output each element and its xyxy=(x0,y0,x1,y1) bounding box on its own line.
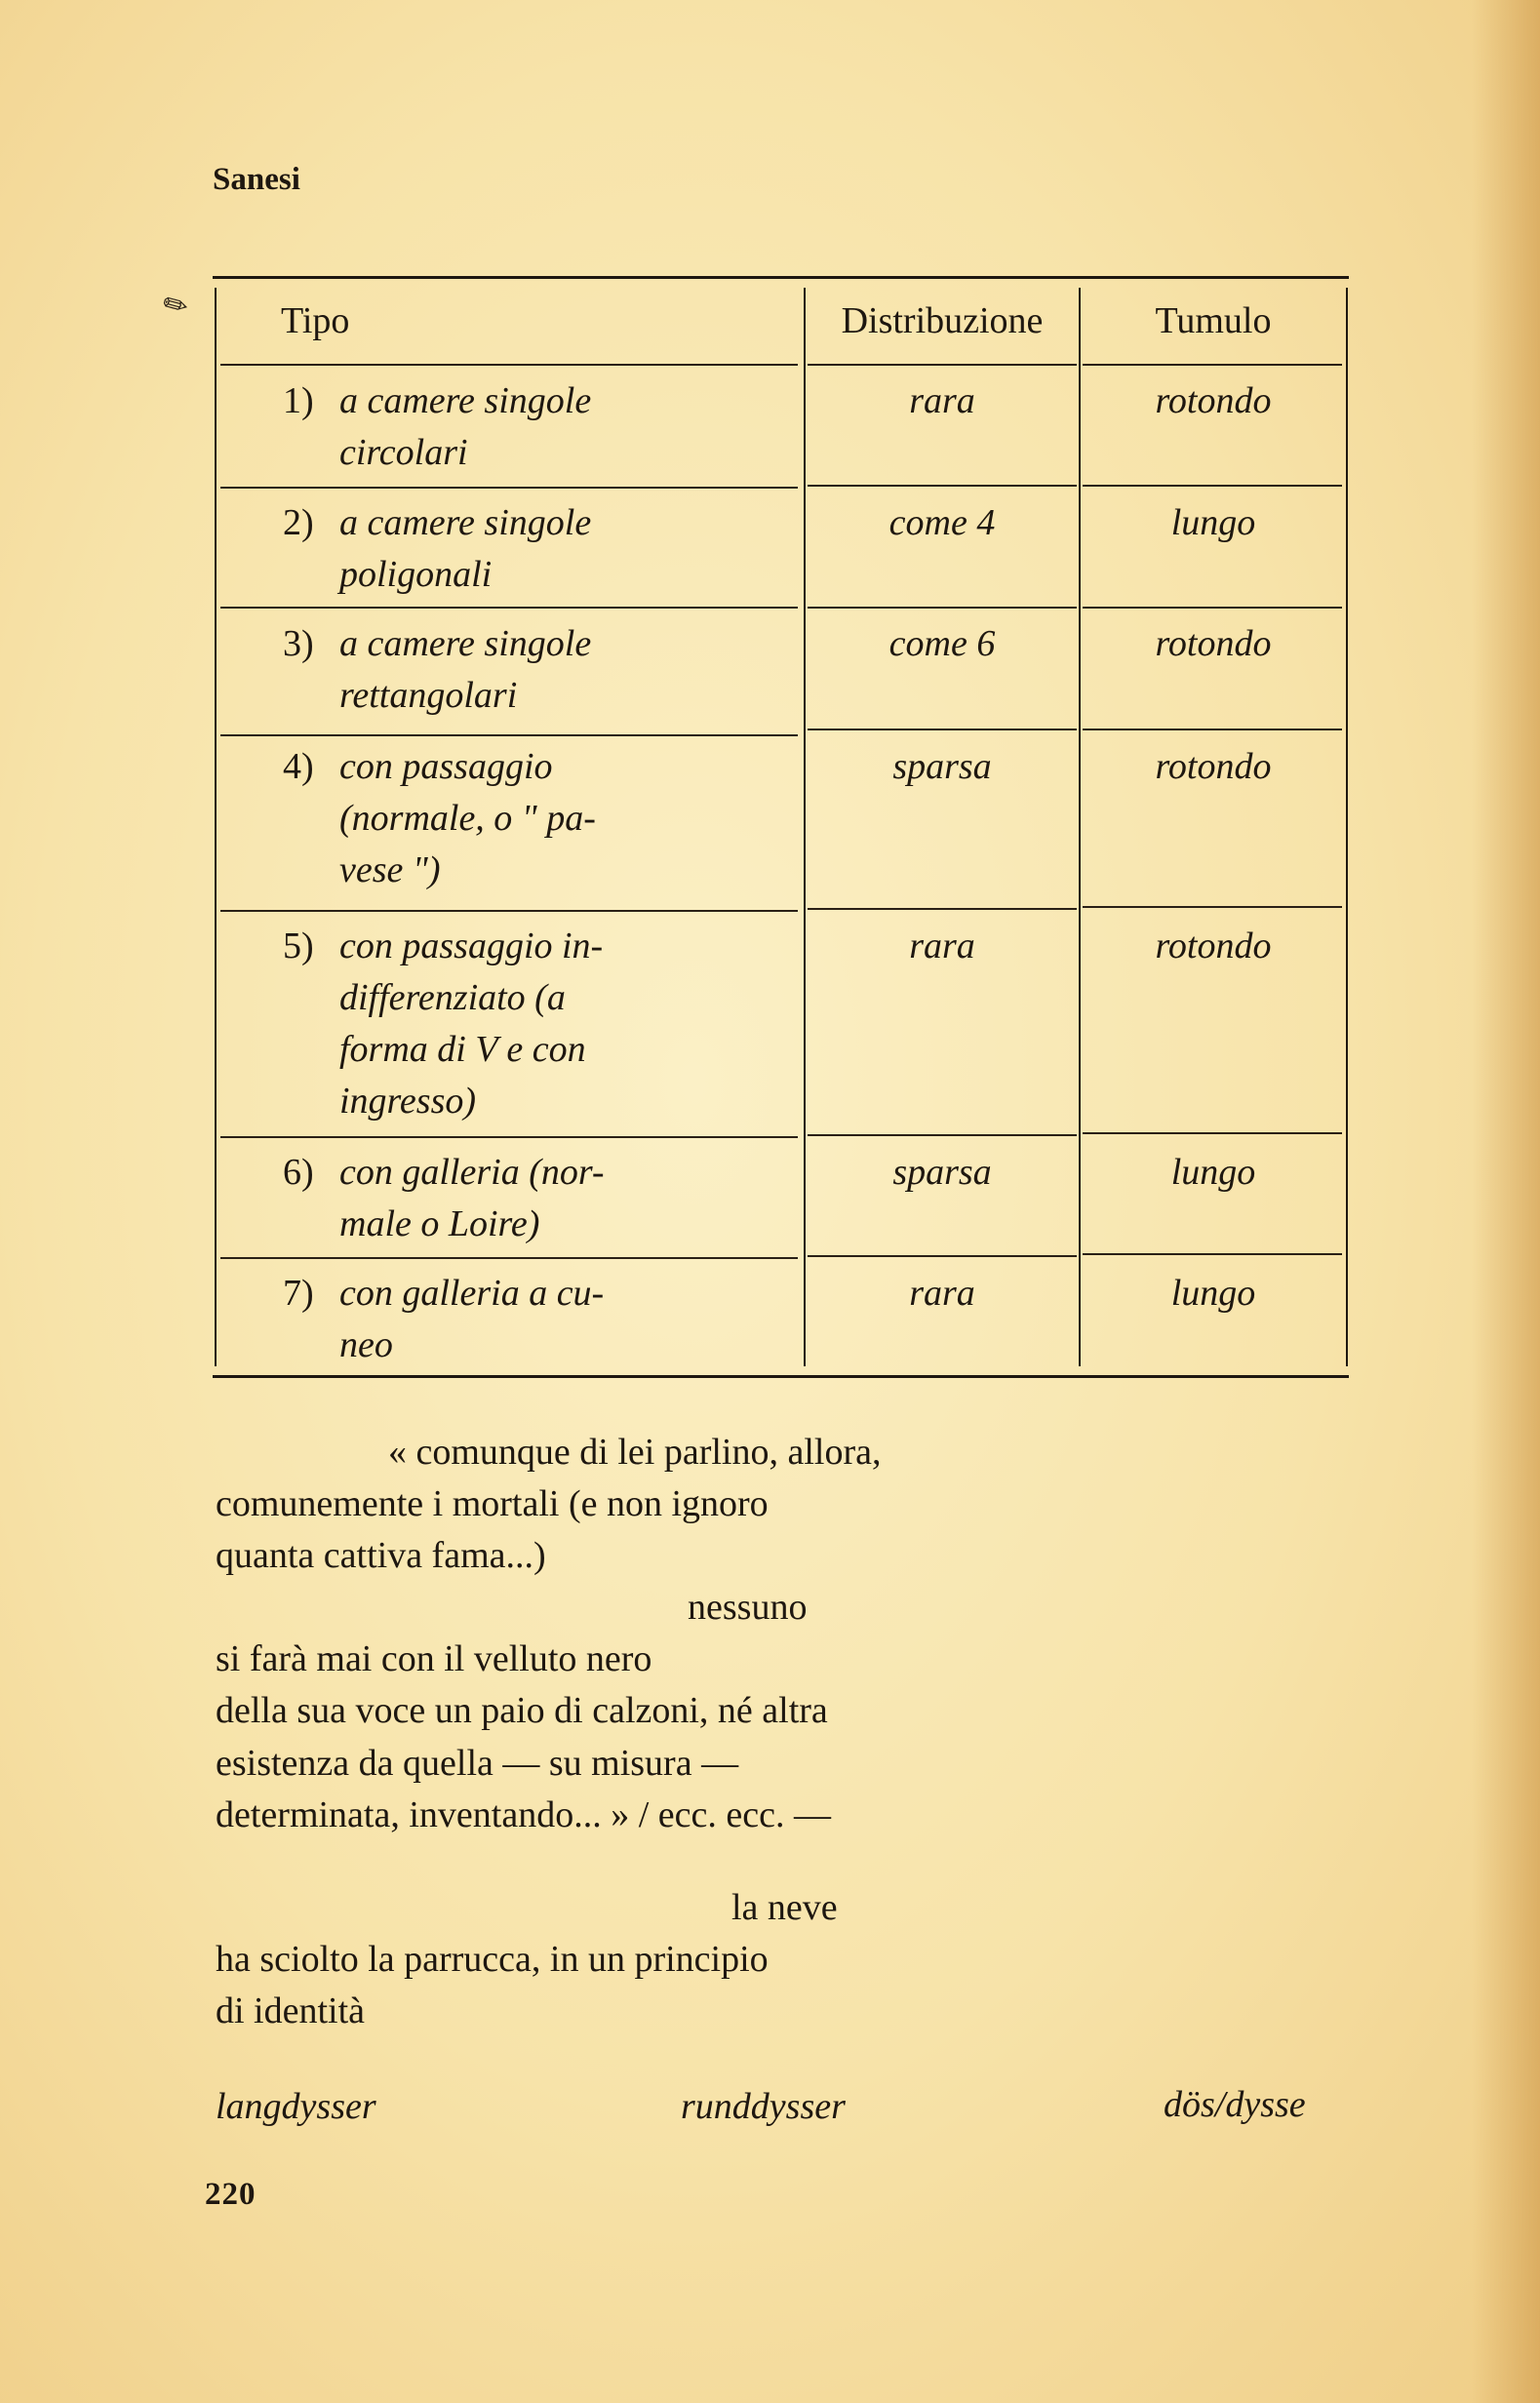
row-separator xyxy=(220,1257,798,1259)
row-separator xyxy=(1083,1253,1342,1255)
tipo-line: forma di V e con xyxy=(339,1029,586,1070)
header-distribuzione: Distribuzione xyxy=(841,300,1044,341)
tipo-line: vese ") xyxy=(339,849,441,890)
poem-line: di identità xyxy=(216,1990,366,2031)
tipo-line: con galleria (nor- xyxy=(339,1152,605,1193)
tipo-line: (normale, o " pa- xyxy=(339,798,596,839)
column-divider xyxy=(1079,288,1081,1366)
row-separator xyxy=(808,364,1077,366)
row-separator xyxy=(220,607,798,609)
row-number: 2) xyxy=(283,502,314,543)
row-separator xyxy=(1083,906,1342,908)
row-separator xyxy=(808,729,1077,730)
page-edge-shadow xyxy=(1472,0,1540,2403)
tipo-line: a camere singole xyxy=(339,502,592,543)
tipo-cell xyxy=(339,741,808,896)
tipo-line: differenziato (a xyxy=(339,977,566,1018)
row-separator xyxy=(808,607,1077,609)
tumulo-cell: rotondo xyxy=(1155,380,1272,421)
tomb-types-table xyxy=(213,276,1349,1378)
term-runddysser: runddysser xyxy=(681,2086,846,2127)
distribuzione-cell: rara xyxy=(909,380,975,421)
row-separator xyxy=(808,1134,1077,1136)
header-tumulo: Tumulo xyxy=(1155,300,1272,341)
row-number: 7) xyxy=(283,1273,314,1314)
header-tipo: Tipo xyxy=(281,300,350,341)
margin-pencil-mark: ✎ xyxy=(157,285,195,327)
row-number: 1) xyxy=(283,380,314,421)
row-number: 4) xyxy=(283,746,314,787)
tumulo-cell: rotondo xyxy=(1155,926,1272,966)
row-separator xyxy=(220,734,798,736)
poem-line: della sua voce un paio di calzoni, né altra xyxy=(216,1690,828,1731)
tumulo-cell: rotondo xyxy=(1155,623,1272,664)
row-separator xyxy=(220,1136,798,1138)
tipo-cell xyxy=(339,1147,808,1250)
distribuzione-cell: rara xyxy=(909,926,975,966)
poem-line: la neve xyxy=(731,1887,838,1928)
row-number: 6) xyxy=(283,1152,314,1193)
distribuzione-cell: come 6 xyxy=(888,623,996,664)
row-separator xyxy=(220,910,798,912)
tipo-cell xyxy=(339,1268,808,1371)
tipo-line: con passaggio xyxy=(339,746,553,787)
page-number: 220 xyxy=(205,2177,257,2212)
distribuzione-cell: sparsa xyxy=(892,1152,992,1193)
poem-line: si farà mai con il velluto nero xyxy=(216,1638,652,1679)
tipo-line: con passaggio in- xyxy=(339,926,604,966)
tipo-line: a camere singole xyxy=(339,623,592,664)
tipo-cell xyxy=(339,497,808,601)
row-separator xyxy=(220,364,798,366)
poem-line: quanta cattiva fama...) xyxy=(216,1535,546,1576)
row-separator xyxy=(808,485,1077,487)
tipo-line: neo xyxy=(339,1324,393,1365)
poem-line: esistenza da quella — su misura — xyxy=(216,1743,739,1784)
tipo-line: poligonali xyxy=(339,554,493,595)
row-separator xyxy=(1083,485,1342,487)
distribuzione-cell: rara xyxy=(909,1273,975,1314)
row-separator xyxy=(808,908,1077,910)
tipo-line: male o Loire) xyxy=(339,1203,540,1244)
tipo-line: rettangolari xyxy=(339,675,518,716)
tumulo-cell: lungo xyxy=(1170,1152,1256,1193)
tipo-cell xyxy=(339,375,808,479)
tipo-line: circolari xyxy=(339,432,468,473)
distribuzione-cell: sparsa xyxy=(892,746,992,787)
table-left-border xyxy=(215,288,217,1366)
tipo-line: ingresso) xyxy=(339,1081,477,1122)
poem-line: « comunque di lei parlino, allora, xyxy=(388,1432,882,1473)
poem-line: ha sciolto la parrucca, in un principio xyxy=(216,1939,769,1980)
poem-line: determinata, inventando... » / ecc. ecc. — xyxy=(216,1794,831,1835)
tipo-line: a camere singole xyxy=(339,380,592,421)
table-bottom-rule xyxy=(213,1375,1349,1378)
tipo-cell xyxy=(339,618,808,722)
poem-line: nessuno xyxy=(688,1587,808,1628)
tipo-cell xyxy=(339,921,808,1127)
poem-line: comunemente i mortali (e non ignoro xyxy=(216,1483,769,1524)
row-separator xyxy=(1083,729,1342,730)
tumulo-cell: rotondo xyxy=(1155,746,1272,787)
distribuzione-cell: come 4 xyxy=(888,502,996,543)
row-separator xyxy=(220,487,798,489)
row-separator xyxy=(1083,364,1342,366)
tipo-line: con galleria a cu- xyxy=(339,1273,605,1314)
row-separator xyxy=(1083,607,1342,609)
row-separator xyxy=(1083,1132,1342,1134)
term-dos-dysse: dös/dysse xyxy=(1164,2084,1306,2125)
table-top-rule xyxy=(213,276,1349,279)
row-number: 3) xyxy=(283,623,314,664)
table-right-border xyxy=(1346,288,1348,1366)
row-number: 5) xyxy=(283,926,314,966)
tumulo-cell: lungo xyxy=(1170,502,1256,543)
row-separator xyxy=(808,1255,1077,1257)
tumulo-cell: lungo xyxy=(1170,1273,1256,1314)
term-langdysser: langdysser xyxy=(216,2086,376,2127)
running-head: Sanesi xyxy=(213,162,300,197)
